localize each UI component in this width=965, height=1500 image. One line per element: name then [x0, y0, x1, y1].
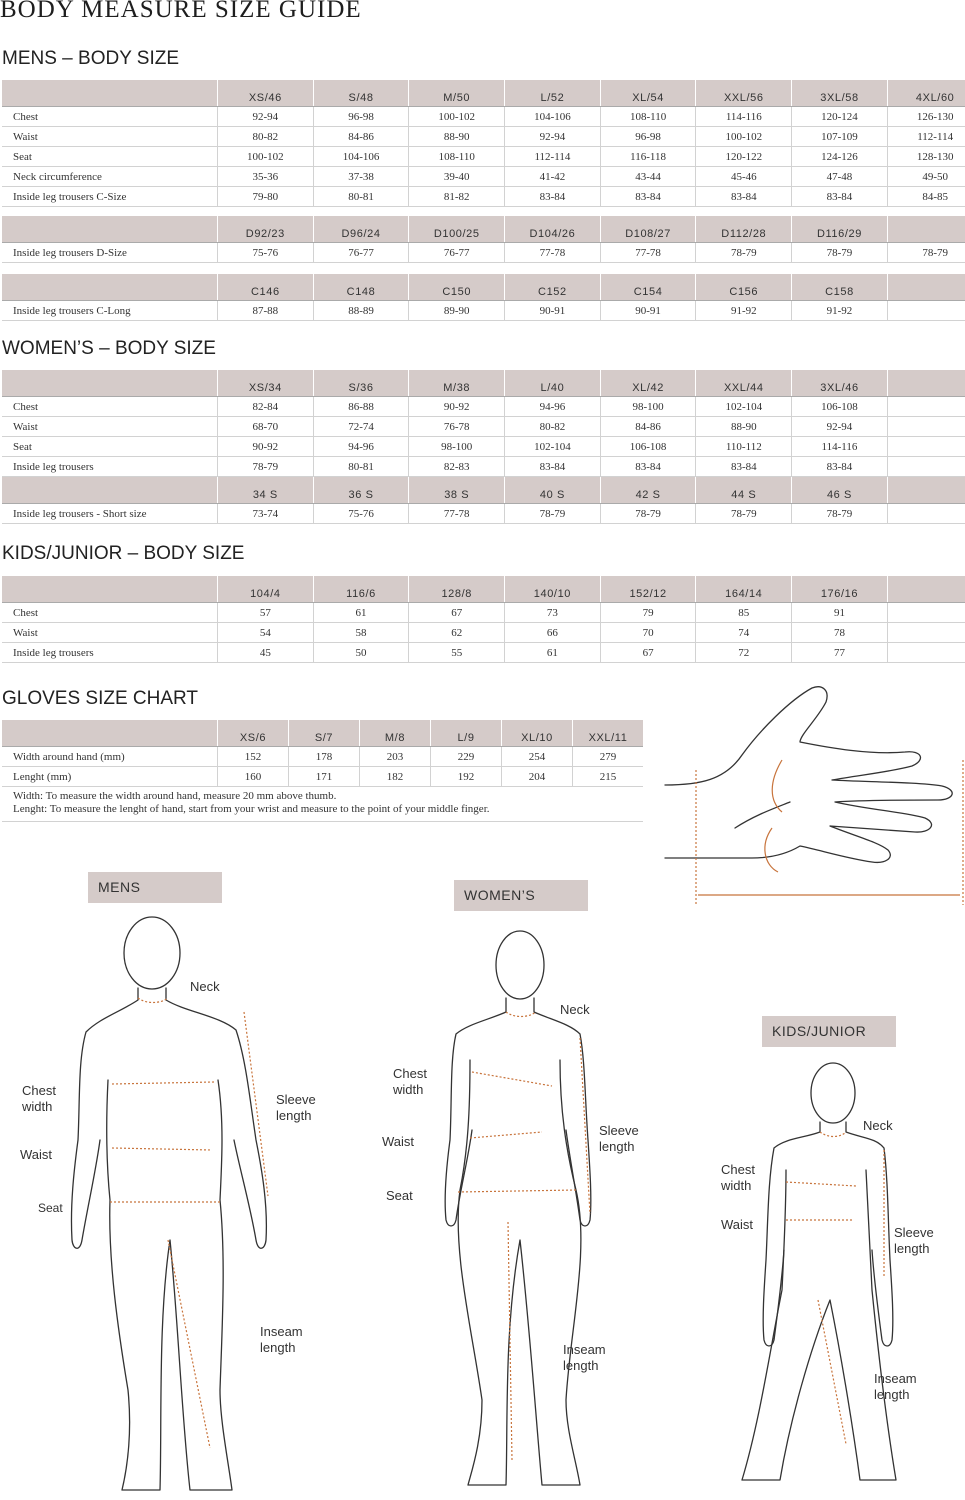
table-cell: 203: [360, 747, 431, 767]
womens-seat-measure: [458, 1190, 576, 1192]
table-cell: 81-82: [409, 187, 505, 207]
table-cell: L/9: [431, 720, 502, 747]
row-label: Waist: [2, 623, 218, 643]
womens-chest-label: Chest width: [393, 1066, 427, 1097]
table-cell: 104/4: [218, 576, 314, 603]
table-cell: 45-46: [696, 167, 792, 187]
gloves-note-length: Lenght: To measure the lenght of hand, start from your wrist and measure to the point of your middle finger.: [13, 803, 490, 815]
table-cell: 82-83: [409, 457, 505, 477]
table-cell: 43-44: [600, 167, 696, 187]
kids-figure-label: KIDS/JUNIOR: [762, 1016, 896, 1047]
table-cell: 178: [289, 747, 360, 767]
table-cell: 104-106: [313, 147, 409, 167]
table-cell: 91-92: [696, 301, 792, 321]
table-cell: C150: [409, 274, 505, 301]
table-cell: 73-74: [218, 504, 314, 524]
table-cell: M/50: [409, 80, 505, 107]
table-cell: 83-84: [696, 457, 792, 477]
table-cell: 66: [505, 623, 601, 643]
row-label: Waist: [2, 417, 218, 437]
womens-neck-label: Neck: [560, 1002, 590, 1017]
table-cell: 83-84: [600, 187, 696, 207]
table-cell: 38 S: [409, 477, 505, 504]
table-cell: 76-77: [409, 243, 505, 263]
table-cell: 96-98: [313, 107, 409, 127]
table-cell: 152/12: [600, 576, 696, 603]
table-cell: 100-102: [696, 127, 792, 147]
table-cell: 171: [289, 767, 360, 787]
table-cell: 67: [600, 643, 696, 663]
table-cell: 54: [218, 623, 314, 643]
table-cell: C158: [792, 274, 888, 301]
table-cell: 80-82: [505, 417, 601, 437]
table-cell: M/8: [360, 720, 431, 747]
table-cell: 83-84: [792, 457, 888, 477]
womens-inseam-label: Inseam length: [563, 1342, 606, 1373]
table-cell: 76-78: [409, 417, 505, 437]
table-cell: 91: [792, 603, 888, 623]
table-cell: 106-108: [792, 397, 888, 417]
womens-heading: WOMEN’S – BODY SIZE: [2, 338, 216, 359]
mens-body-outline: [71, 917, 266, 1490]
table-cell: 61: [313, 603, 409, 623]
table-cell: D116/29: [792, 216, 888, 243]
table-cell: 83-84: [792, 187, 888, 207]
table-cell: 58: [313, 623, 409, 643]
table-cell: L/52: [505, 80, 601, 107]
table-cell: 102-104: [505, 437, 601, 457]
table-cell: 62: [409, 623, 505, 643]
table-cell: 40 S: [505, 477, 601, 504]
table-cell: 78-79: [696, 504, 792, 524]
table-cell: 116/6: [313, 576, 409, 603]
mens-chest-label: Chest width: [22, 1083, 56, 1114]
row-label: Inside leg trousers C-Long: [2, 301, 218, 321]
kids-sleeve-label: Sleeve length: [894, 1225, 934, 1256]
table-cell: 94-96: [505, 397, 601, 417]
table-cell: 126-130: [887, 107, 965, 127]
kids-waist-label: Waist: [721, 1217, 754, 1232]
table-cell: 77-78: [600, 243, 696, 263]
table-cell: 78-79: [887, 243, 965, 263]
table-cell: 79-80: [218, 187, 314, 207]
table-cell: XXL/44: [696, 370, 792, 397]
kids-heading: KIDS/JUNIOR – BODY SIZE: [2, 543, 245, 564]
table-cell: 192: [431, 767, 502, 787]
womens-figure-label: WOMEN’S: [454, 880, 588, 911]
table-cell: 83-84: [696, 187, 792, 207]
table-cell: 3XL/58: [792, 80, 888, 107]
table-cell: 83-84: [505, 187, 601, 207]
womens-seat-label: Seat: [386, 1188, 413, 1203]
table-cell: 78-79: [218, 457, 314, 477]
row-label: Inside leg trousers D-Size: [2, 243, 218, 263]
table-cell: 84-86: [600, 417, 696, 437]
mens-sleeve-label: Sleeve length: [276, 1092, 316, 1123]
table-cell: 204: [502, 767, 573, 787]
table-cell: 68-70: [218, 417, 314, 437]
table-cell: 80-81: [313, 457, 409, 477]
table-cell: D96/24: [313, 216, 409, 243]
row-label: Neck circumference: [2, 167, 218, 187]
table-cell: 104-106: [505, 107, 601, 127]
row-label: Chest: [2, 107, 218, 127]
mens-waist-measure: [112, 1148, 212, 1150]
kids-inseam-label: Inseam length: [874, 1371, 917, 1402]
table-cell: S/48: [313, 80, 409, 107]
table-cell: 96-98: [600, 127, 696, 147]
table-cell: 46 S: [792, 477, 888, 504]
table-cell: 88-90: [409, 127, 505, 147]
table-cell: 86-88: [313, 397, 409, 417]
table-cell: 92-94: [505, 127, 601, 147]
table-cell: 128-130: [887, 147, 965, 167]
table-cell: 254: [502, 747, 573, 767]
table-cell: 89-90: [409, 301, 505, 321]
row-label: Inside leg trousers: [2, 457, 218, 477]
table-cell: 77-78: [409, 504, 505, 524]
table-cell: 79: [600, 603, 696, 623]
table-cell: D92/23: [218, 216, 314, 243]
table-cell: 152: [218, 747, 289, 767]
table-cell: XS/34: [218, 370, 314, 397]
table-cell: 78: [792, 623, 888, 643]
table-cell: 70: [600, 623, 696, 643]
table-cell: 34 S: [218, 477, 314, 504]
table-cell: S/7: [289, 720, 360, 747]
kids-neck-label: Neck: [863, 1118, 893, 1133]
row-label: Seat: [2, 147, 218, 167]
table-cell: 61: [505, 643, 601, 663]
row-label: Chest: [2, 603, 218, 623]
table-cell: D112/28: [696, 216, 792, 243]
table-cell: 83-84: [600, 457, 696, 477]
table-cell: 102-104: [696, 397, 792, 417]
table-cell: 100-102: [409, 107, 505, 127]
row-label: Inside leg trousers: [2, 643, 218, 663]
table-cell: 182: [360, 767, 431, 787]
mens-neck-measure: [138, 998, 168, 1003]
row-label: Seat: [2, 437, 218, 457]
table-cell: 106-108: [600, 437, 696, 457]
gloves-note-width: Width: To measure the width around hand, measure 20 mm above thumb.: [13, 790, 337, 802]
row-label: Inside leg trousers - Short size: [2, 504, 218, 524]
mens-inseam-measure: [168, 1240, 210, 1448]
table-cell: S/36: [313, 370, 409, 397]
table-cell: 114-116: [792, 437, 888, 457]
table-cell: 124-126: [792, 147, 888, 167]
table-cell: 44 S: [696, 477, 792, 504]
table-cell: 88-89: [313, 301, 409, 321]
table-cell: 107-109: [792, 127, 888, 147]
page-title: BODY MEASURE SIZE GUIDE: [0, 0, 362, 23]
table-cell: 108-110: [600, 107, 696, 127]
table-cell: 76-77: [313, 243, 409, 263]
womens-sleeve-label: Sleeve length: [599, 1123, 639, 1154]
table-cell: M/38: [409, 370, 505, 397]
table-cell: 42 S: [600, 477, 696, 504]
table-cell: 160: [218, 767, 289, 787]
row-label: Width around hand (mm): [2, 747, 218, 767]
womens-neck-measure: [506, 1012, 536, 1017]
mens-sleeve-measure: [244, 1012, 268, 1196]
row-label: Lenght (mm): [2, 767, 218, 787]
table-cell: D100/25: [409, 216, 505, 243]
table-cell: 100-102: [218, 147, 314, 167]
mens-figure-label: MENS: [88, 872, 222, 903]
table-cell: 140/10: [505, 576, 601, 603]
table-cell: 120-124: [792, 107, 888, 127]
table-cell: 90-91: [505, 301, 601, 321]
table-cell: 90-92: [409, 397, 505, 417]
table-cell: 108-110: [409, 147, 505, 167]
table-cell: 78-79: [600, 504, 696, 524]
table-cell: XXL/11: [573, 720, 644, 747]
table-cell: 78-79: [792, 243, 888, 263]
table-cell: 87-88: [218, 301, 314, 321]
table-cell: 80-81: [313, 187, 409, 207]
table-cell: 112-114: [887, 127, 965, 147]
table-cell: 215: [573, 767, 644, 787]
table-cell: 120-122: [696, 147, 792, 167]
table-cell: 88-90: [696, 417, 792, 437]
kids-neck-measure: [820, 1132, 846, 1137]
mens-inseam-label: Inseam length: [260, 1324, 303, 1355]
table-cell: 90-92: [218, 437, 314, 457]
mens-heading: MENS – BODY SIZE: [2, 48, 180, 69]
gloves-heading: GLOVES SIZE CHART: [2, 688, 199, 709]
kids-chest-label: Chest width: [721, 1162, 755, 1193]
table-cell: 45: [218, 643, 314, 663]
table-cell: 83-84: [505, 457, 601, 477]
table-cell: 84-86: [313, 127, 409, 147]
table-cell: XXL/56: [696, 80, 792, 107]
womens-waist-label: Waist: [382, 1134, 415, 1149]
row-label: Inside leg trousers C-Size: [2, 187, 218, 207]
table-cell: XL/42: [600, 370, 696, 397]
table-cell: 57: [218, 603, 314, 623]
table-cell: 94-96: [313, 437, 409, 457]
table-cell: 4XL/60: [887, 80, 965, 107]
table-cell: 80-82: [218, 127, 314, 147]
table-cell: XL/10: [502, 720, 573, 747]
table-cell: 35-36: [218, 167, 314, 187]
mens-waist-label: Waist: [20, 1147, 53, 1162]
table-cell: 50: [313, 643, 409, 663]
table-cell: 98-100: [409, 437, 505, 457]
womens-chest-measure: [472, 1072, 552, 1086]
table-cell: 78-79: [792, 504, 888, 524]
table-cell: 77: [792, 643, 888, 663]
womens-waist-measure: [470, 1132, 542, 1138]
table-cell: 128/8: [409, 576, 505, 603]
table-cell: D108/27: [600, 216, 696, 243]
table-cell: C148: [313, 274, 409, 301]
table-cell: C156: [696, 274, 792, 301]
table-cell: 92-94: [218, 107, 314, 127]
table-cell: 116-118: [600, 147, 696, 167]
kids-body-outline: [742, 1063, 896, 1480]
row-label: Waist: [2, 127, 218, 147]
table-cell: 49-50: [887, 167, 965, 187]
table-cell: 279: [573, 747, 644, 767]
table-cell: XS/6: [218, 720, 289, 747]
mens-neck-label: Neck: [190, 979, 220, 994]
row-label: Chest: [2, 397, 218, 417]
womens-sleeve-measure: [580, 1038, 590, 1214]
table-cell: 84-85: [887, 187, 965, 207]
table-cell: 78-79: [505, 504, 601, 524]
table-cell: 114-116: [696, 107, 792, 127]
table-cell: C146: [218, 274, 314, 301]
hand-illustration: [665, 687, 952, 863]
table-cell: 112-114: [505, 147, 601, 167]
table-cell: 3XL/46: [792, 370, 888, 397]
table-cell: 77-78: [505, 243, 601, 263]
table-cell: 47-48: [792, 167, 888, 187]
table-cell: 92-94: [792, 417, 888, 437]
table-cell: XS/46: [218, 80, 314, 107]
table-cell: L/40: [505, 370, 601, 397]
table-cell: 74: [696, 623, 792, 643]
table-cell: 72: [696, 643, 792, 663]
womens-body-outline: [445, 931, 591, 1485]
table-cell: 75-76: [218, 243, 314, 263]
table-cell: C154: [600, 274, 696, 301]
table-cell: D104/26: [505, 216, 601, 243]
mens-chest-measure: [112, 1082, 214, 1084]
table-cell: 110-112: [696, 437, 792, 457]
table-cell: 91-92: [792, 301, 888, 321]
table-cell: 55: [409, 643, 505, 663]
table-cell: 73: [505, 603, 601, 623]
table-cell: 36 S: [313, 477, 409, 504]
table-cell: 37-38: [313, 167, 409, 187]
hand-outline: [665, 687, 952, 863]
table-cell: 176/16: [792, 576, 888, 603]
table-cell: C152: [505, 274, 601, 301]
table-cell: 41-42: [505, 167, 601, 187]
table-cell: 164/14: [696, 576, 792, 603]
table-cell: 67: [409, 603, 505, 623]
table-cell: 98-100: [600, 397, 696, 417]
table-cell: 72-74: [313, 417, 409, 437]
table-cell: 75-76: [313, 504, 409, 524]
table-cell: 78-79: [696, 243, 792, 263]
table-cell: XL/54: [600, 80, 696, 107]
table-cell: 85: [696, 603, 792, 623]
table-cell: 90-91: [600, 301, 696, 321]
kids-chest-measure: [786, 1182, 856, 1186]
table-cell: 229: [431, 747, 502, 767]
table-cell: 39-40: [409, 167, 505, 187]
table-cell: 82-84: [218, 397, 314, 417]
mens-seat-label: Seat: [38, 1201, 63, 1215]
